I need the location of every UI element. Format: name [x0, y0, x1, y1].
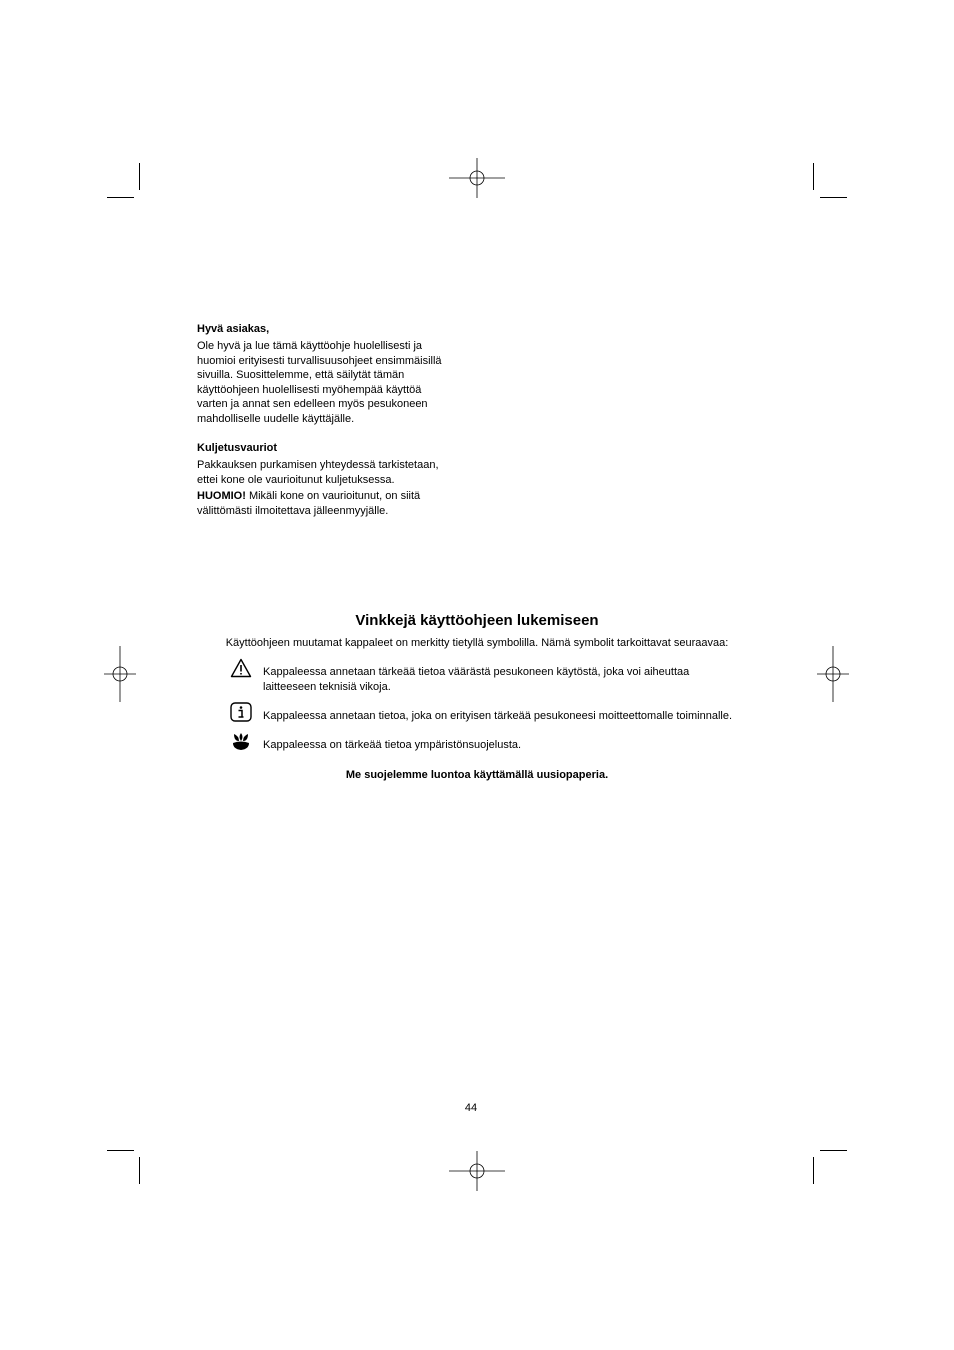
tip-item-environment — [263, 738, 753, 753]
intro-paragraph — [197, 339, 487, 426]
transport-line: ettei kone ole vaurioitunut kuljetuksessa. — [197, 473, 395, 486]
transport-note — [197, 489, 497, 518]
crop-mark-top-right-vertical — [813, 163, 814, 190]
intro-line: huomioi erityisesti turvallisuusohjeet ensimmäisillä — [197, 354, 442, 367]
tips-title: Vinkkejä käyttöohjeen lukemiseen — [355, 612, 599, 629]
info-icon — [230, 702, 252, 722]
crop-mark-top-left-vertical — [139, 163, 140, 190]
intro-line: mahdolliselle uudelle käyttäjälle. — [197, 412, 355, 425]
tip-item-warning — [263, 665, 753, 694]
intro-line: varten ja annat sen edelleen myös pesukoneen — [197, 398, 428, 410]
crop-mark-bottom-left-vertical — [139, 1157, 140, 1184]
crop-mark-top-right-horizontal — [820, 197, 847, 198]
tip-item-line: Kappaleessa annetaan tietoa, joka on erityisen tärkeää pesukoneesi moitteettomalle toiminnalle. — [263, 710, 733, 722]
flower-icon — [230, 731, 252, 751]
registration-mark-bottom — [449, 1151, 505, 1191]
registration-mark-top — [449, 158, 505, 198]
crop-mark-bottom-left-horizontal — [107, 1150, 134, 1151]
tip-item-line: Kappaleessa on tärkeää tietoa ympäristönsuojelusta. — [263, 739, 522, 751]
crop-mark-bottom-right-vertical — [813, 1157, 814, 1184]
note-label: HUOMIO! — [197, 490, 246, 502]
intro-line: sivuilla. Suosittelemme, että säilytät tämän — [197, 369, 405, 381]
intro-line: käyttöohjeen huolellisesti myöhempää käyttöä — [197, 383, 422, 396]
tip-item-line: laitteeseen teknisiä vikoja. — [263, 680, 391, 693]
registration-mark-left — [104, 646, 136, 702]
note-text-continued: välittömästi ilmoitettava jälleenmyyjälle. — [197, 504, 389, 517]
intro-line: Ole hyvä ja lue tämä käyttöohje huolellisesti ja — [197, 340, 423, 352]
transport-heading: Kuljetusvauriot — [197, 442, 278, 454]
transport-line: Pakkauksen purkamisen yhteydessä tarkistetaan, — [197, 459, 439, 471]
transport-paragraph — [197, 458, 497, 487]
crop-mark-top-left-horizontal — [107, 197, 134, 198]
page-number: 44 — [464, 1102, 478, 1114]
recycled-paper-note: Me suojelemme luontoa käyttämällä uusiopaperia. — [345, 769, 609, 781]
crop-mark-bottom-right-horizontal — [820, 1150, 847, 1151]
greeting-heading: Hyvä asiakas, — [197, 323, 270, 335]
registration-mark-right — [817, 646, 849, 702]
tip-item-info — [263, 709, 763, 724]
note-text: Mikäli kone on vaurioitunut, on siitä — [245, 490, 421, 502]
tips-intro: Käyttöohjeen muutamat kappaleet on merkitty tietyllä symbolilla. Nämä symbolit tarkoittavat seuraavaa: — [225, 637, 729, 649]
tip-item-line: Kappaleessa annetaan tärkeää tietoa väärästä pesukoneen käytöstä, joka voi aiheuttaa — [263, 666, 690, 678]
warning-triangle-icon — [230, 658, 252, 678]
